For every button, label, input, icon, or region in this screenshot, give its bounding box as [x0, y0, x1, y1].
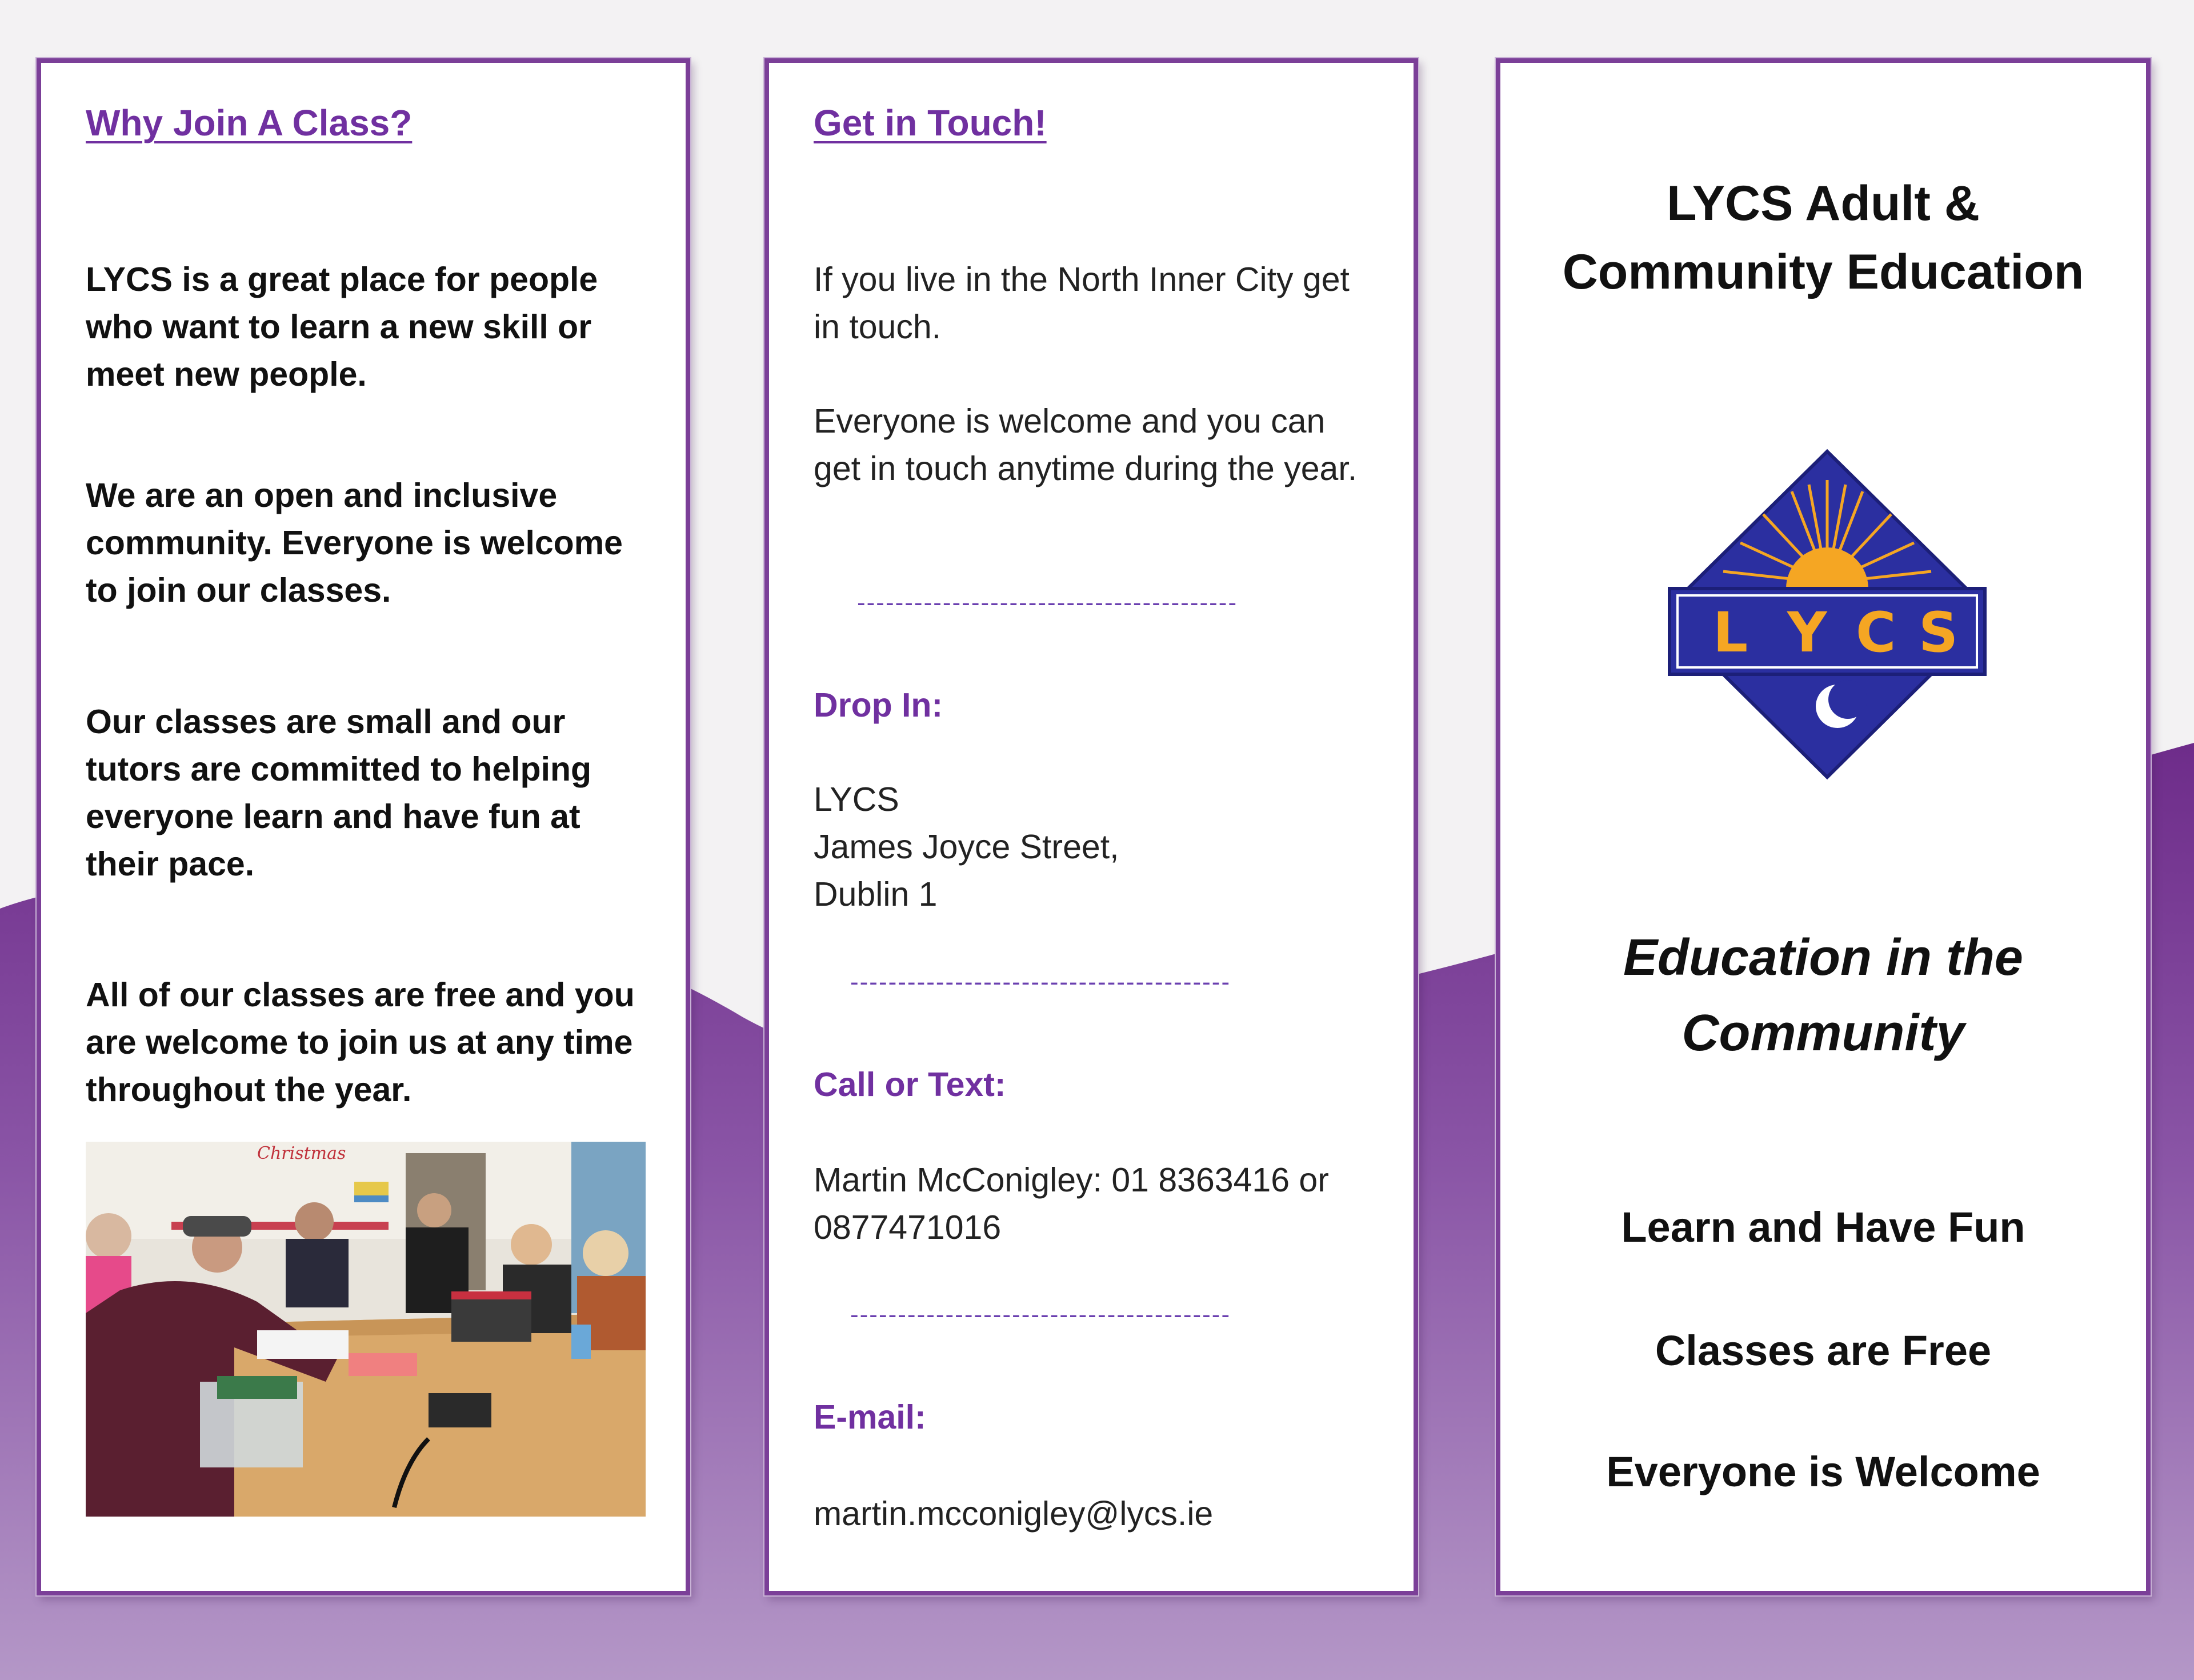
email-label: E-mail: [814, 1398, 926, 1436]
logo-letter-s: S [1919, 601, 1959, 665]
phone-numbers: Martin McConigley: 01 8363416 or 0877471016 [814, 1161, 1329, 1246]
separator-3: ---------------------------------------- [850, 1301, 1231, 1329]
get-in-touch-heading: Get in Touch! [814, 102, 1047, 143]
why-join-paragraph-3: Our classes are small and our tutors are committed to helping everyone learn and have fun at their pace. [86, 703, 592, 883]
why-join-paragraph-1: LYCS is a great place for people who want to learn a new skill or meet new people. [86, 261, 598, 393]
intro-paragraph-2: Everyone is welcome and you can get in touch anytime during the year. [814, 402, 1358, 487]
why-join-paragraph-4: All of our classes are free and you are welcome to join us at any time throughout the year. [86, 976, 635, 1109]
panel-get-in-touch [764, 58, 1418, 1595]
class-photo [86, 1142, 646, 1517]
tagline-line-2: Community [1681, 1005, 1965, 1062]
address-line-3: Dublin 1 [814, 875, 938, 913]
point-everyone-is-welcome: Everyone is Welcome [1606, 1448, 2040, 1495]
why-join-heading: Why Join A Class? [86, 102, 413, 143]
drop-in-label: Drop In: [814, 686, 943, 724]
class-photo-illustration [86, 1142, 646, 1517]
intro-paragraph-1: If you live in the North Inner City get in touch. [814, 261, 1350, 346]
logo-letter-l: L [1713, 601, 1748, 665]
address-line-1: LYCS [814, 781, 899, 818]
separator-2: ---------------------------------------- [850, 968, 1231, 996]
cover-title-line-1: LYCS Adult & [1667, 176, 1980, 231]
logo-letter-c: C [1856, 601, 1896, 665]
tagline-line-1: Education in the [1623, 929, 2023, 986]
why-join-paragraph-2: We are an open and inclusive community. Everyone is welcome to join our classes. [86, 477, 623, 609]
lycs-logo [1666, 440, 1988, 802]
email-address: martin.mcconigley@lycs.ie [814, 1495, 1214, 1533]
separator-1: ---------------------------------------- [857, 589, 1238, 617]
logo-letter-y: Y [1787, 601, 1827, 665]
cover-title-line-2: Community Education [1562, 245, 2084, 299]
panel-why-join [37, 58, 690, 1595]
panel-cover [1496, 58, 2151, 1595]
call-label: Call or Text: [814, 1066, 1006, 1103]
christmas-sign: Christmas [257, 1143, 346, 1163]
point-learn-and-have-fun: Learn and Have Fun [1621, 1203, 2025, 1251]
point-classes-are-free: Classes are Free [1655, 1327, 1992, 1374]
address-line-2: James Joyce Street, [814, 828, 1119, 866]
